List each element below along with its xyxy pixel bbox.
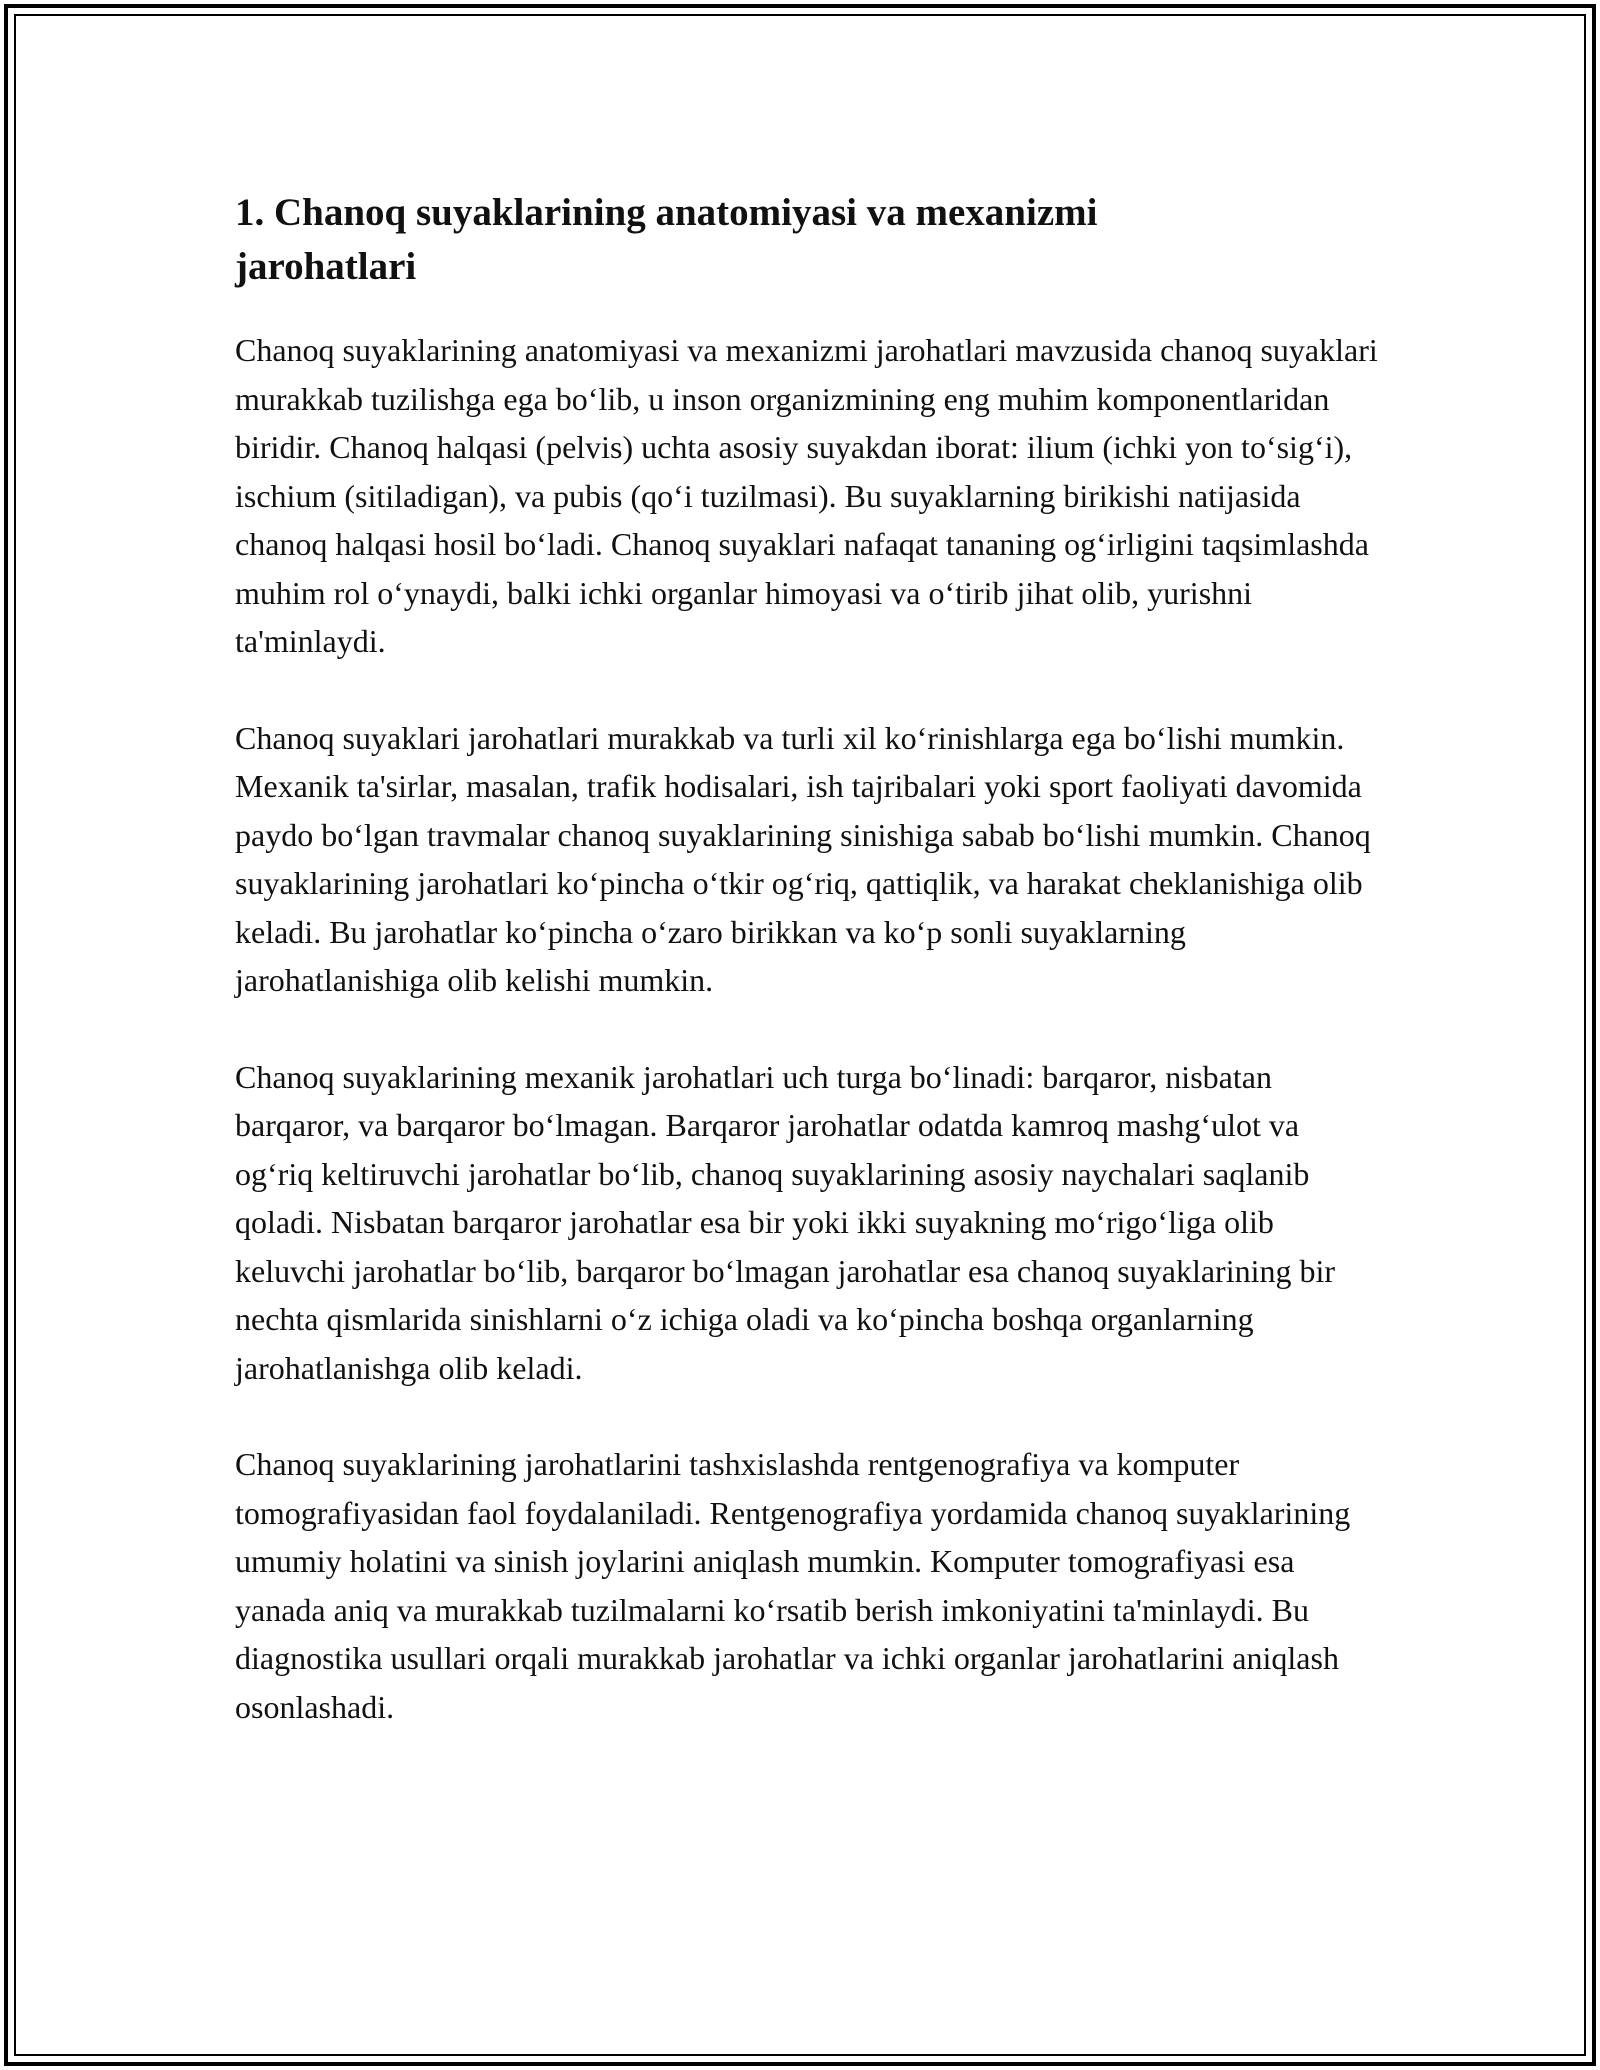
section-title: 1. Chanoq suyaklarining anatomiyasi va mexanizmi jarohatlari: [235, 191, 1098, 288]
paragraph-anatomy: Chanoq suyaklarining anatomiyasi va mexanizmi jarohatlari mavzusida chanoq suyaklari murakkab tuzilishga ega bo‘lib, u inson organizmining eng muhim komponentlaridan biridir. Chanoq halqasi (pelvis) uchta asosiy suyakdan iborat: ilium (ichki yon to‘sig‘i), ischium (sitiladigan), va pubis (qo‘i tuzilmasi). Bu suyaklarning birikishi natijasida chanoq halqasi hosil bo‘ladi. Chanoq suyaklari nafaqat tananing og‘irligini taqsimlashda muhim rol o‘ynaydi, balki ichki organlar himoyasi va o‘tirib jihat olib, yurishni ta'minlaydi.: [235, 332, 1378, 659]
document-body: [235, 186, 1380, 1779]
paragraph-classification: Chanoq suyaklarining mexanik jarohatlari uch turga bo‘linadi: barqaror, nisbatan barqaror, va barqaror bo‘lmagan. Barqaror jarohatlar odatda kamroq mashg‘ulot va og‘riq keltiruvchi jarohatlar bo‘lib, chanoq suyaklarining asosiy naychalari saqlanib qoladi. Nisbatan barqaror jarohatlar esa bir yoki ikki suyakning mo‘rigo‘liga olib keluvchi jarohatlar bo‘lib, barqaror bo‘lmagan jarohatlar esa chanoq suyaklarining bir nechta qismlarida sinishlarni o‘z ichiga oladi va ko‘pincha boshqa organlarning jarohatlanishga olib keladi.: [235, 1058, 1336, 1386]
paragraph-diagnostics: Chanoq suyaklarining jarohatlarini tashxislashda rentgenografiya va komputer tomografiyasidan faol foydalaniladi. Rentgenografiya yordamida chanoq suyaklarining umumiy holatini va sinish joylarini aniqlash mumkin. Komputer tomografiyasi esa yanada aniq va murakkab tuzilmalarni ko‘rsatib berish imkoniyatini ta'minlaydi. Bu diagnostika usullari orqali murakkab jarohatlar va ichki organlar jarohatlarini aniqlash osonlashadi.: [235, 1446, 1351, 1725]
paragraph-injuries: Chanoq suyaklari jarohatlari murakkab va turli xil ko‘rinishlarga ega bo‘lishi mumkin. Mexanik ta'sirlar, masalan, trafik hodisalari, ish tajribalari yoki sport faoliyati davomida paydo bo‘lgan travmalar chanoq suyaklarining sinishiga sabab bo‘lishi mumkin. Chanoq suyaklarining jarohatlari ko‘pincha o‘tkir og‘riq, qattiqlik, va harakat cheklanishiga olib keladi. Bu jarohatlar ko‘pincha o‘zaro birikkan va ko‘p sonli suyaklarning jarohatlanishiga olib kelishi mumkin.: [235, 719, 1371, 998]
